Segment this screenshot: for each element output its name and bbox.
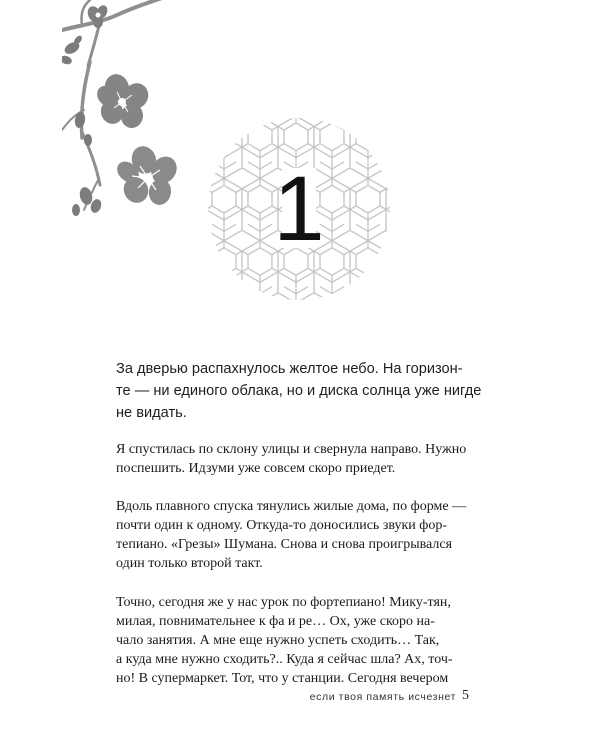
- text-line: поспешить. Идзуми уже совсем скоро приедет.: [116, 461, 396, 476]
- text-line: милая, повнимательнее к фа и ре… Ох, уже скоро на-: [116, 614, 435, 629]
- body-paragraph: [116, 497, 476, 573]
- body-paragraph: [116, 440, 476, 478]
- running-title: если твоя память исчезнет: [309, 691, 456, 703]
- cherry-blossom-icon: [62, 0, 192, 220]
- page-number: 5: [462, 688, 469, 703]
- text-line: Точно, сегодня же у нас урок по фортепиано! Мику-тян,: [116, 595, 451, 610]
- chapter-number: 1: [273, 158, 325, 260]
- text-line: один только второй такт.: [116, 556, 263, 571]
- text-line: Вдоль плавного спуска тянулись жилые дома, по форме —: [116, 499, 467, 514]
- page-footer: [0, 688, 600, 708]
- intro-line: не видать.: [116, 405, 187, 421]
- body-paragraph: [116, 593, 476, 688]
- chapter-intro: [116, 358, 496, 424]
- intro-line: те — ни единого облака, но и диска солнца уже нигде: [116, 383, 482, 399]
- text-line: Я спустилась по склону улицы и свернула направо. Нужно: [116, 442, 467, 457]
- intro-line: За дверью распахнулось желтое небо. На горизон-: [116, 361, 463, 377]
- text-line: но! В супермаркет. Тот, что у станции. Сегодня вечером: [116, 671, 449, 686]
- text-line: почти один к одному. Откуда-то доносились звуки фор-: [116, 518, 448, 533]
- text-line: тепиано. «Грезы» Шумана. Снова и снова проигрывался: [116, 537, 453, 552]
- text-line: а куда мне нужно сходить?.. Куда я сейчас шла? Ах, точ-: [116, 652, 453, 667]
- text-line: чало занятия. А мне еще нужно успеть сходить… Так,: [116, 633, 440, 648]
